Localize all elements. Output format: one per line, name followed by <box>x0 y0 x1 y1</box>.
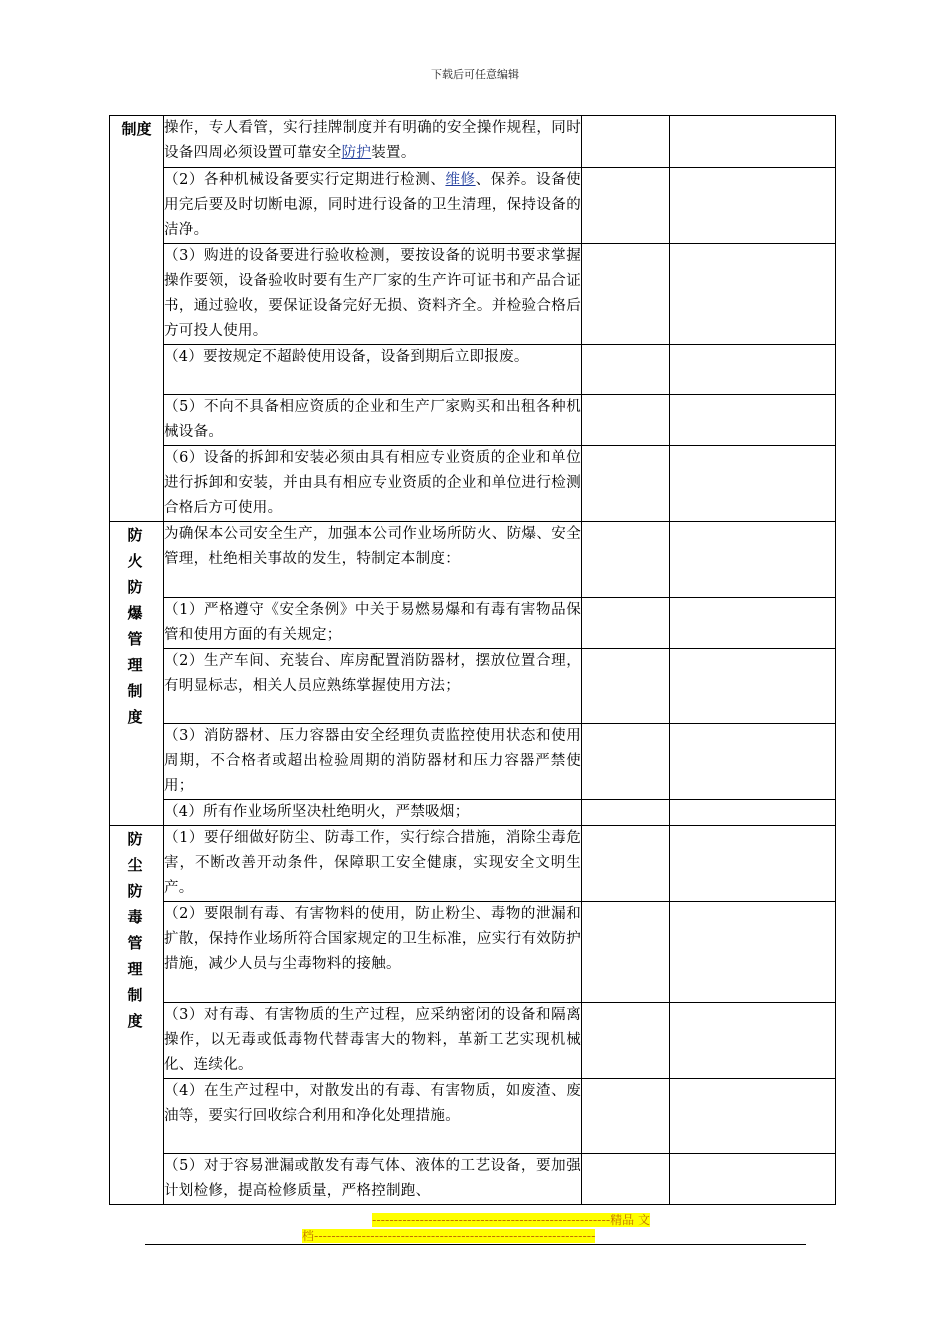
empty-cell <box>670 116 836 168</box>
empty-cell <box>582 168 670 244</box>
empty-cell <box>582 902 670 1003</box>
category-label: 制度 <box>121 120 152 138</box>
rule-text: （2）生产车间、充装台、库房配置消防器材，摆放位置合理，有明显标志，相关人员应熟练掌握使用方法； <box>164 653 581 694</box>
table-row <box>110 522 836 598</box>
rule-text: 操作，专人看管，实行挂牌制度并有明确的安全操作规程，同时设备四周必须设置可靠安全 <box>164 120 581 161</box>
category-cell <box>110 522 164 826</box>
table-row <box>110 395 836 446</box>
table-row <box>110 168 836 244</box>
term-link[interactable]: 维修 <box>445 172 476 188</box>
table-row <box>110 244 836 345</box>
rule-text: （3）购进的设备要进行验收检测，要按设备的说明书要求掌握操作要领，设备验收时要有生产厂家的生产许可证书和产品合证书，通过验收，要保证设备完好无损、资料齐全。并检验合格后方可投人使用。 <box>164 248 581 339</box>
rule-text-cell <box>164 1154 582 1205</box>
table-row <box>110 649 836 724</box>
empty-cell <box>670 168 836 244</box>
rule-text: 装置。 <box>371 145 416 161</box>
empty-cell <box>670 724 836 800</box>
empty-cell <box>582 826 670 902</box>
empty-cell <box>670 649 836 724</box>
rule-text: 为确保本公司安全生产，加强本公司作业场所防火、防爆、安全管理，杜绝相关事故的发生，特制定本制度： <box>164 526 581 567</box>
rule-text: （2）各种机械设备要实行定期进行检测、 <box>164 172 446 188</box>
rule-text-cell <box>164 345 582 395</box>
rule-text-cell <box>164 902 582 1003</box>
table-row <box>110 1003 836 1079</box>
empty-cell <box>582 1003 670 1079</box>
empty-cell <box>670 1079 836 1154</box>
empty-cell <box>670 1154 836 1205</box>
rule-text: （5）对于容易泄漏或散发有毒气体、液体的工艺设备，要加强计划检修，提高检修质量，严格控制跑、 <box>164 1158 581 1199</box>
empty-cell <box>670 800 836 826</box>
empty-cell <box>582 116 670 168</box>
rule-text-cell <box>164 446 582 522</box>
rule-text-cell <box>164 598 582 649</box>
rule-text: （4）所有作业场所坚决杜绝明火，严禁吸烟； <box>164 804 470 820</box>
empty-cell <box>670 902 836 1003</box>
table-row <box>110 345 836 395</box>
rule-text-cell <box>164 395 582 446</box>
empty-cell <box>582 800 670 826</box>
empty-cell <box>582 724 670 800</box>
rules-table <box>109 115 836 1205</box>
rule-text-cell <box>164 649 582 724</box>
term-link[interactable]: 防护 <box>341 145 372 161</box>
category-cell <box>110 826 164 1205</box>
rule-text-cell <box>164 116 582 168</box>
rule-text-cell <box>164 244 582 345</box>
table-row <box>110 800 836 826</box>
empty-cell <box>582 244 670 345</box>
rule-text: （3）消防器材、压力容器由安全经理负责监控使用状态和使用周期，不合格者或超出检验周期的消防器材和压力容器严禁使用； <box>164 728 581 794</box>
category-label: 防尘防毒管理制度 <box>127 830 146 1030</box>
empty-cell <box>582 446 670 522</box>
rule-text: 、保养。设备使用完后要及时切断电源，同时进行设备的卫生清理，保持设备的洁净。 <box>164 172 581 238</box>
rule-text: （2）要限制有毒、有害物料的使用，防止粉尘、毒物的泄漏和扩散，保持作业场所符合国家规定的卫生标准，应实行有效防护措施，减少人员与尘毒物料的接触。 <box>164 906 581 972</box>
rule-text: （3）对有毒、有害物质的生产过程，应采纳密闭的设备和隔离操作，以无毒或低毒物代替毒害大的物料，革新工艺实现机械化、连续化。 <box>164 1007 581 1073</box>
empty-cell <box>582 395 670 446</box>
table-row <box>110 446 836 522</box>
rule-text: （1）要仔细做好防尘、防毒工作，实行综合措施，消除尘毒危害，不断改善开动条件，保障职工安全健康，实现安全文明生产。 <box>164 830 581 896</box>
rule-text-cell <box>164 522 582 598</box>
rule-text-cell <box>164 724 582 800</box>
empty-cell <box>670 1003 836 1079</box>
empty-cell <box>582 522 670 598</box>
rule-text: （4）在生产过程中，对散发出的有毒、有害物质，如废渣、废油等，要实行回收综合利用和净化处理措施。 <box>164 1083 581 1124</box>
empty-cell <box>670 522 836 598</box>
empty-cell <box>582 1079 670 1154</box>
rule-text-cell <box>164 826 582 902</box>
empty-cell <box>670 446 836 522</box>
page-header: 下载后可任意编辑 <box>431 68 519 81</box>
empty-cell <box>670 826 836 902</box>
empty-cell <box>582 1154 670 1205</box>
rule-text-cell <box>164 1079 582 1154</box>
rule-text: （4）要按规定不超龄使用设备，设备到期后立即报废。 <box>164 349 529 365</box>
table-row <box>110 902 836 1003</box>
rule-text: （1）严格遵守《安全条例》中关于易燃易爆和有毒有害物品保管和使用方面的有关规定； <box>164 602 581 643</box>
footer-banner <box>302 1212 650 1244</box>
rule-text-cell <box>164 800 582 826</box>
empty-cell <box>670 395 836 446</box>
table-row <box>110 1154 836 1205</box>
table-row <box>110 1079 836 1154</box>
table-row <box>110 724 836 800</box>
empty-cell <box>582 649 670 724</box>
empty-cell <box>670 345 836 395</box>
table-row <box>110 598 836 649</box>
footer-line-2: 档----------------------------------------------------------------- <box>302 1229 596 1243</box>
footer-line-1: -------------------------------------------------------精品 文 <box>372 1213 650 1227</box>
rule-text-cell <box>164 168 582 244</box>
empty-cell <box>670 598 836 649</box>
footer-rule <box>145 1244 806 1245</box>
rule-text-cell <box>164 1003 582 1079</box>
table-row <box>110 116 836 168</box>
category-cell <box>110 116 164 522</box>
empty-cell <box>670 244 836 345</box>
rule-text: （6）设备的拆卸和安装必须由具有相应专业资质的企业和单位进行拆卸和安装，并由具有相应专业资质的企业和单位进行检测合格后方可使用。 <box>164 450 581 516</box>
table-row <box>110 826 836 902</box>
category-label: 防火防爆管理制度 <box>127 526 146 726</box>
empty-cell <box>582 598 670 649</box>
empty-cell <box>582 345 670 395</box>
rule-text: （5）不向不具备相应资质的企业和生产厂家购买和出租各种机械设备。 <box>164 399 581 440</box>
